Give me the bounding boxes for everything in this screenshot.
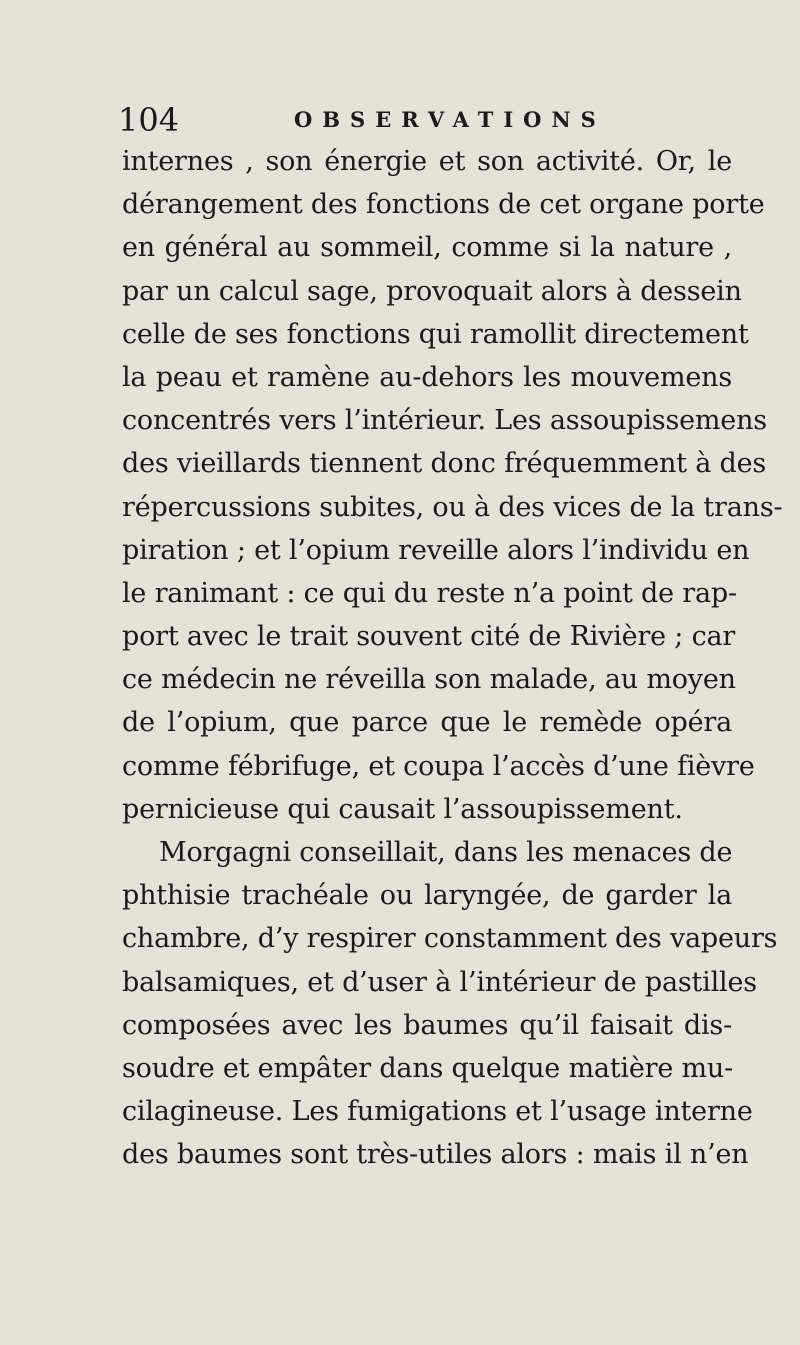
body-text <box>122 140 783 1177</box>
text-line: chambre, d’y respirer constamment des vapeurs <box>122 923 778 955</box>
text-line: internes , son énergie et son activité. Or, le <box>122 146 732 177</box>
text-line: pernicieuse qui causait l’assoupissement. <box>122 793 683 825</box>
text-line: celle de ses fonctions qui ramollit directement <box>122 318 749 350</box>
text-line: dérangement des fonctions de cet organe porte <box>122 189 765 221</box>
text-line: soudre et empâter dans quelque matière mu- <box>122 1052 734 1084</box>
text-line: le ranimant : ce qui du reste n’a point de rap- <box>122 577 737 609</box>
page-header <box>118 100 718 140</box>
running-head: OBSERVATIONS <box>294 107 606 132</box>
paragraph-start-line: Morgagni conseillait, dans les menaces de <box>159 837 733 868</box>
text-line: ce médecin ne réveilla son malade, au moyen <box>122 664 736 696</box>
text-line: concentrés vers l’intérieur. Les assoupissemens <box>122 405 767 437</box>
text-line: répercussions subites, ou à des vices de la trans- <box>122 491 783 523</box>
text-line: piration ; et l’opium reveille alors l’individu en <box>122 534 750 566</box>
text-line: des baumes sont très-utiles alors : mais il n’en <box>122 1139 749 1171</box>
text-line: en général au sommeil, comme si la nature , <box>122 232 732 264</box>
text-line: port avec le trait souvent cité de Rivière ; car <box>122 621 736 653</box>
text-line: la peau et ramène au-dehors les mouvemens <box>122 361 732 393</box>
text-line: cilagineuse. Les fumigations et l’usage interne <box>122 1096 753 1128</box>
text-line: phthisie trachéale ou laryngée, de garder la <box>122 880 732 912</box>
text-line: balsamiques, et d’user à l’intérieur de pastilles <box>122 966 757 998</box>
text-line: comme fébrifuge, et coupa l’accès d’une fièvre <box>122 750 755 782</box>
text-line: composées avec les baumes qu’il faisait dis- <box>122 1009 732 1041</box>
text-line: des vieillards tiennent donc fréquemment à des <box>122 448 767 480</box>
text-line: de l’opium, que parce que le remède opéra <box>122 707 732 739</box>
page-number: 104 <box>118 101 180 139</box>
text-line: par un calcul sage, provoquait alors à dessein <box>122 275 742 307</box>
